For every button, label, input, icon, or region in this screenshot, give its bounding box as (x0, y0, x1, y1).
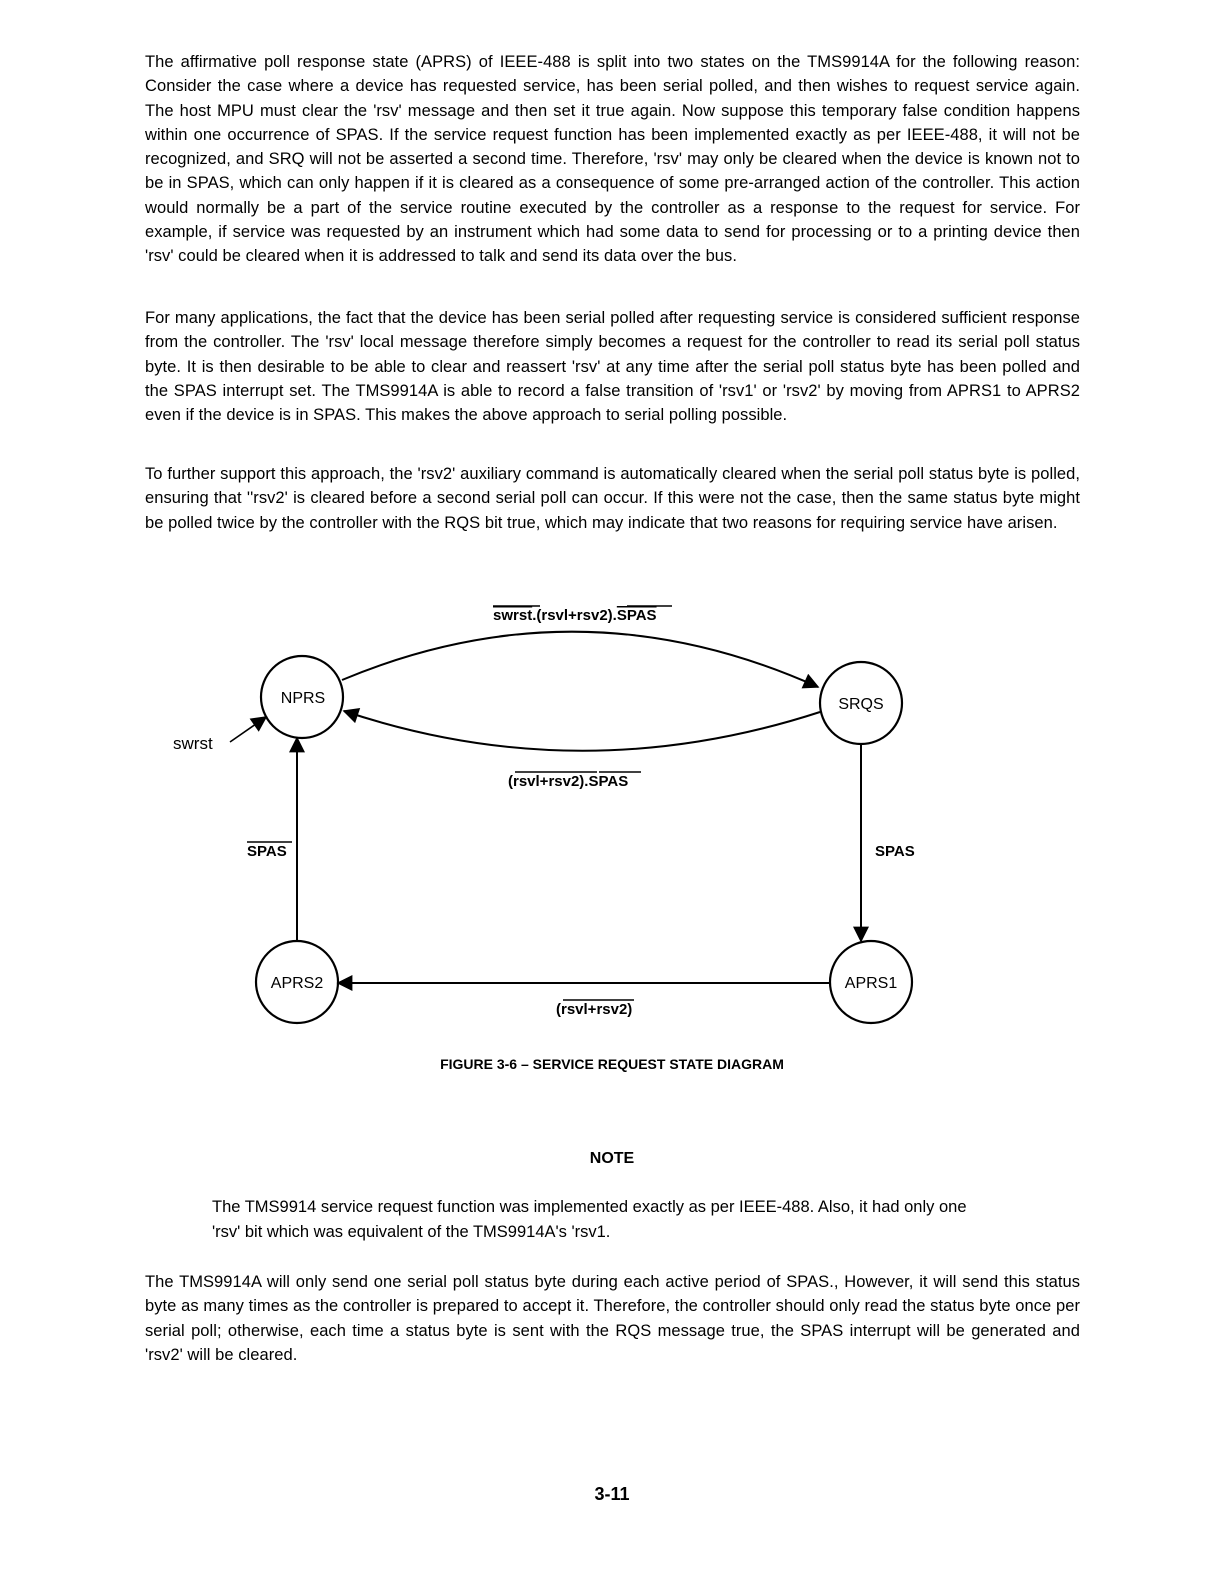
label-srqs-to-nprs (508, 773, 628, 790)
label-nprs-to-srqs-suffix: SPAS (616, 607, 657, 624)
label-srqs-to-aprs1: SPAS (875, 843, 915, 860)
state-nprs (261, 656, 343, 738)
paragraph-aprs-split: The affirmative poll response state (APRS) of IEEE-488 is split into two states on the TMS9914A for the following reason: Consider the case where a device has requested service, has been serial polled, and then wishes to request service again. The host MPU must clear the 'rsv' message and then set it true again. Now suppose this temporary false condition happens within one occurrence of SPAS. If the service request function has been implemented exactly as per IEEE-488, it will not be recognized, and SRQ will not be asserted a second time. Therefore, 'rsv' may only be cleared when the device is known not to be in SPAS, which can only happen if it is cleared as a consequence of some pre-arranged action of the controller. This action would normally be a part of the service routine executed by the controller as a response to the request for service. For example, if service was requested by an instrument which had some data to send for processing or to a printing device then 'rsv' could be cleared when it is addressed to talk and send its data over the bus. (145, 53, 1080, 266)
label-reset: swrst (173, 734, 213, 753)
service-request-state-diagram (0, 590, 1224, 1040)
figure-caption: FIGURE 3-6 – SERVICE REQUEST STATE DIAGRAM (440, 1056, 784, 1072)
paragraph-rsv2-auto-clear: To further support this approach, the 'rsv2' auxiliary command is automatically cleared when the serial poll status byte is polled, ensuring that ''rsv2' is cleared before a second serial poll can occur. If this were not the case, then the same status byte might be polled twice by the controller with the RQS bit true, which may indicate that two reasons for requiring service have arisen. (145, 465, 1080, 532)
paragraph-serial-poll-response: For many applications, the fact that the device has been serial polled after requesting service is considered sufficient response from the controller. The 'rsv' local message therefore simply becomes a request for the controller to read its serial poll status byte. It is then desirable to be able to clear and reassert 'rsv' at any time after the serial poll status byte has been polled and the SPAS interrupt set. The TMS9914A is able to record a false transition of 'rsv1' or 'rsv2' by moving from APRS1 to APRS2 even if the device is in SPAS. This makes the above approach to serial polling possible. (145, 309, 1080, 425)
label-aprs2-to-nprs: SPAS (247, 843, 287, 860)
page-number: 3-11 (594, 1484, 630, 1504)
note-body: The TMS9914 service request function was implemented exactly as per IEEE-488. Also, it had only one 'rsv' bit which was equivalent of the TMS9914A's 'rsv1. (212, 1198, 967, 1241)
state-nprs-label: NPRS (280, 690, 326, 707)
label-aprs1-to-aprs2: (rsvl+rsv2) (556, 1001, 633, 1018)
label-srqs-to-nprs-main: (rsvl+rsv2). (508, 773, 589, 790)
label-nprs-to-srqs-prefix: swrst (493, 607, 533, 624)
paragraph-status-byte: The TMS9914A will only send one serial poll status byte during each active period of SPAS., However, it will send this status byte as many times as the controller is prepared to accept it. Therefore, the controller should only read the status byte once per serial poll; otherwise, each time a status byte is sent with the RQS message true, the SPAS interrupt will be generated and 'rsv2' will be cleared. (145, 1273, 1080, 1364)
edge-reset-to-nprs (230, 717, 266, 742)
label-srqs-to-nprs-suffix: SPAS (588, 773, 629, 790)
state-aprs2-label: APRS2 (270, 975, 324, 992)
state-aprs1-label: APRS1 (844, 975, 898, 992)
state-aprs1 (830, 941, 912, 1023)
edge-srqs-to-nprs (344, 711, 820, 751)
edge-nprs-to-srqs (342, 632, 818, 687)
label-nprs-to-srqs (493, 607, 657, 624)
note-heading: NOTE (589, 1150, 635, 1167)
state-aprs2 (256, 941, 338, 1023)
label-nprs-to-srqs-mid: .(rsvl+rsv2). (532, 607, 617, 624)
state-srqs-label: SRQS (838, 696, 884, 713)
state-srqs (820, 662, 902, 744)
